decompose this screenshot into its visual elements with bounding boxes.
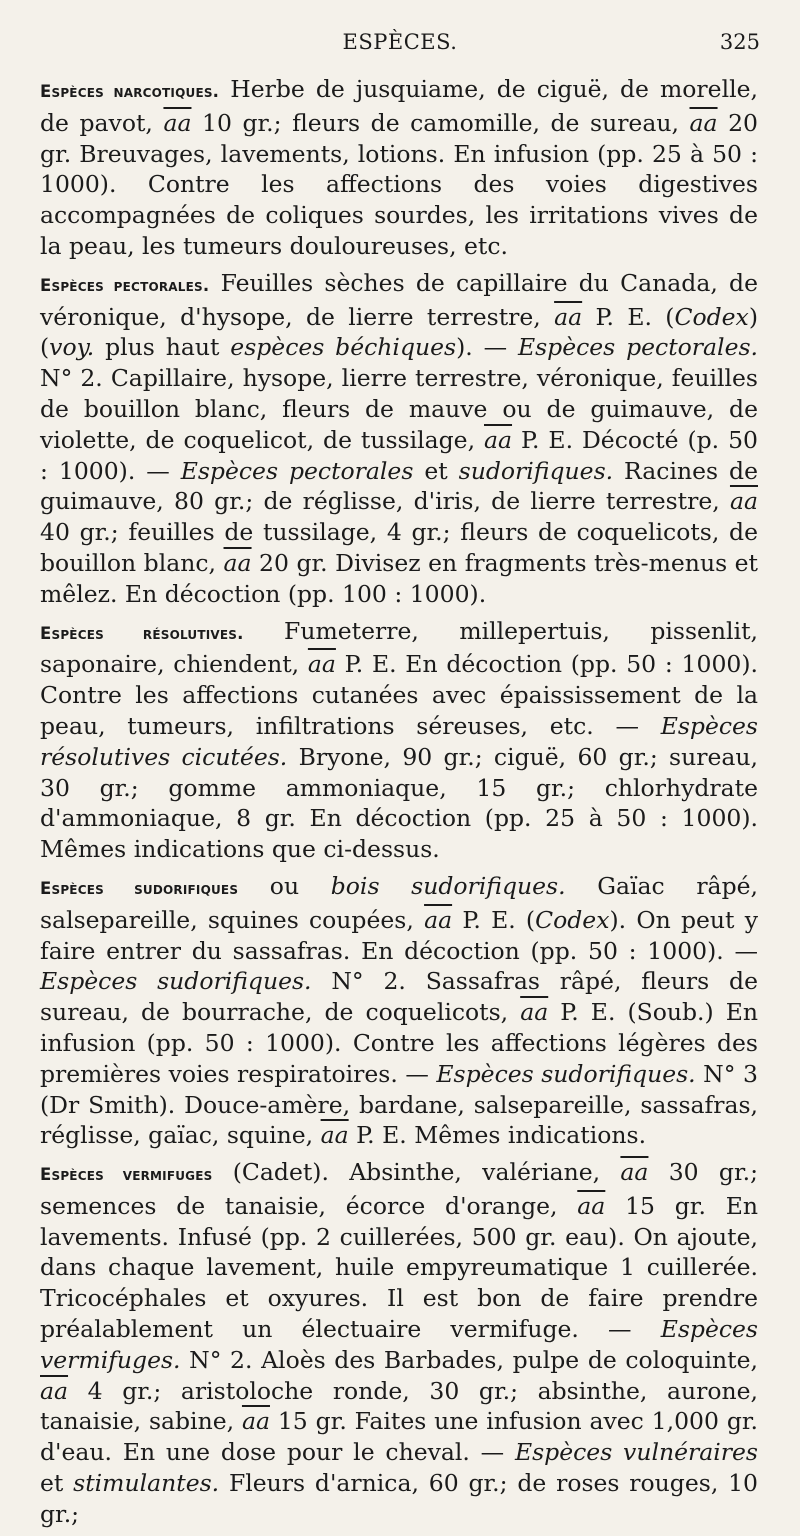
italic-text: Codex xyxy=(674,302,749,331)
italic-text: Espèces sudorifiques. xyxy=(40,967,312,996)
entry-text: N° 2. Capillaire, hysope, lierre terrestre, véronique, feuilles de bouillon blanc, fleurs de mauve ou de guimauve, de violette, de coquelicot, de tussilage, xyxy=(40,364,758,454)
ana-abbreviation: $\overline{aa}$ xyxy=(320,1121,349,1150)
entry-text: P. E. Mêmes indications. xyxy=(348,1121,647,1150)
entry-text: Fumeterre, millepertuis, pissenlit, saponaire, chiendent, xyxy=(40,616,758,679)
page-body xyxy=(40,74,758,1536)
entry-text: 15 gr. Faites une infusion avec 1,000 gr. d'eau. En une dose pour le cheval. — xyxy=(40,1407,758,1467)
ana-abbreviation: $\overline{aa}$ xyxy=(689,108,718,137)
ana-abbreviation: $\overline{aa}$ xyxy=(223,548,252,577)
entry-text: P. E. ( xyxy=(582,302,675,331)
entry-text: 20 gr. Divisez en fragments très-menus et mêlez. En décoction (pp. 100 : 1000). xyxy=(40,548,758,608)
italic-text: Espèces résolutives cicutées. xyxy=(40,711,758,771)
entry-text: (Cadet). Absinthe, valériane, xyxy=(212,1158,621,1187)
italic-text: bois sudorifiques. xyxy=(330,871,566,900)
entry-text: plus haut xyxy=(94,333,231,362)
entry-text: N° 2. Sassafras râpé, fleurs de sureau, de bourrache, de coquelicots, xyxy=(40,967,758,1027)
ana-abbreviation: $\overline{aa}$ xyxy=(424,905,453,934)
italic-text: espèces béchiques xyxy=(230,333,457,362)
ana-abbreviation: $\overline{aa}$ xyxy=(620,1158,649,1187)
italic-text: Espèces pectorales. xyxy=(517,333,759,362)
entry-text: 15 gr. En lavements. Infusé (pp. 2 cuillerées, 500 gr. eau). On ajoute, dans chaque lavement, huile empyreumatique 1 cuillerée. Tricocéphales et oxyures. Il est bon de faire prendre préalablement un électuaire vermifuge. — xyxy=(40,1191,758,1344)
ana-abbreviation: $\overline{aa}$ xyxy=(241,1407,270,1436)
ana-abbreviation: $\overline{aa}$ xyxy=(163,108,192,137)
entry-term: Espèces pectorales. xyxy=(40,275,210,295)
entry-text: 20 gr. Breuvages, lavements, lotions. En infusion (pp. 25 à 50 : 1000). Contre les affections des voies digestives accompagnées de coliques sourdes, les irritations vives de la peau, les tumeurs douloureuses, etc. xyxy=(40,108,758,260)
ana-abbreviation: $\overline{aa}$ xyxy=(520,998,549,1027)
entry-text: N° 3 (Dr Smith). Douce-amère, bardane, salsepareille, sassafras, réglisse, gaïac, squine, xyxy=(40,1059,758,1150)
ana-abbreviation: $\overline{aa}$ xyxy=(40,1376,69,1405)
entry-paragraph xyxy=(40,74,758,262)
italic-text: voy. xyxy=(49,333,95,362)
entry-text: et xyxy=(40,1469,74,1498)
entry-text: 40 gr.; feuilles de tussilage, 4 gr.; fleurs de coquelicots, de bouillon blanc, xyxy=(40,518,758,577)
italic-text: Espèces pectorales xyxy=(180,456,414,485)
entry-paragraph xyxy=(40,1157,758,1530)
entry-text: Fleurs d'arnica, 60 gr.; de roses rouges, 10 gr.; xyxy=(40,1469,758,1528)
entry-text: P. E. Décocté (p. 50 : 1000). — xyxy=(40,425,758,485)
ana-abbreviation: $\overline{aa}$ xyxy=(729,487,758,516)
entry-text: ). — xyxy=(456,333,518,362)
ana-abbreviation: $\overline{aa}$ xyxy=(484,425,513,454)
entry-term: Espèces résolutives. xyxy=(40,623,244,643)
italic-text: Espèces vulnéraires xyxy=(514,1438,758,1467)
italic-text: Espèces vermifuges. xyxy=(40,1315,758,1374)
entry-text: 4 gr.; aristoloche ronde, 30 gr.; absinthe, aurone, tanaisie, sabine, xyxy=(40,1376,758,1436)
entry-term: Espèces narcotiques. xyxy=(40,82,220,101)
running-title: ESPÈCES. xyxy=(342,30,458,54)
italic-text: stimulantes. xyxy=(73,1469,220,1498)
entry-text: et xyxy=(413,456,459,485)
entry-text: 30 gr.; semences de tanaisie, écorce d'orange, xyxy=(40,1158,758,1220)
entry-text: ou xyxy=(238,871,331,900)
page-header xyxy=(40,30,760,60)
entry-text: P. E. (Soub.) En infusion (pp. 50 : 1000). Contre les affections légères des premières voies respiratoires. — xyxy=(40,998,759,1088)
entry-text: Bryone, 90 gr.; ciguë, 60 gr.; sureau, 30 gr.; gomme ammoniaque, 15 gr.; chlorhydrate d'ammoniaque, 8 gr. En décoction (pp. 25 à 50 : 1000). Mêmes indications que ci-dessus. xyxy=(40,742,759,864)
ana-abbreviation: $\overline{aa}$ xyxy=(307,650,336,679)
entry-text: P. E. En décoction (pp. 50 : 1000). Contre les affections cutanées avec épaississement de la peau, tumeurs, infiltrations séreuses, etc. — xyxy=(40,650,758,740)
entry-text: Racines de guimauve, 80 gr.; de réglisse, d'iris, de lierre terrestre, xyxy=(40,456,758,516)
ana-abbreviation: $\overline{aa}$ xyxy=(577,1191,606,1220)
italic-text: sudorifiques. xyxy=(458,456,614,485)
entry-text: P. E. ( xyxy=(452,905,536,934)
entry-paragraph xyxy=(40,616,758,865)
entry-paragraph xyxy=(40,871,758,1151)
italic-text: Codex xyxy=(535,905,610,934)
italic-text: Espèces sudorifiques. xyxy=(436,1059,696,1088)
entry-text: N° 2. Aloès des Barbades, pulpe de coloquinte, xyxy=(180,1345,758,1374)
entry-paragraph xyxy=(40,268,758,610)
entry-term: Espèces vermifuges xyxy=(40,1165,213,1185)
entry-text: Feuilles sèches de capillaire du Canada, de véronique, d'hysope, de lierre terrestre, xyxy=(40,268,758,331)
entry-text: Gaïac râpé, salsepareille, squines coupées, xyxy=(40,871,758,934)
entry-text: 10 gr.; fleurs de camomille, de sureau, xyxy=(191,108,690,137)
ana-abbreviation: $\overline{aa}$ xyxy=(554,302,583,331)
entry-text: Herbe de jusquiame, de ciguë, de morelle, de pavot, xyxy=(40,75,758,137)
entry-text: ). On peut y faire entrer du sassafras. En décoction (pp. 50 : 1000). — xyxy=(40,905,758,965)
entry-term: Espèces sudorifiques xyxy=(40,878,239,898)
entry-text: ) ( xyxy=(40,302,758,362)
page-number: 325 xyxy=(719,30,760,54)
